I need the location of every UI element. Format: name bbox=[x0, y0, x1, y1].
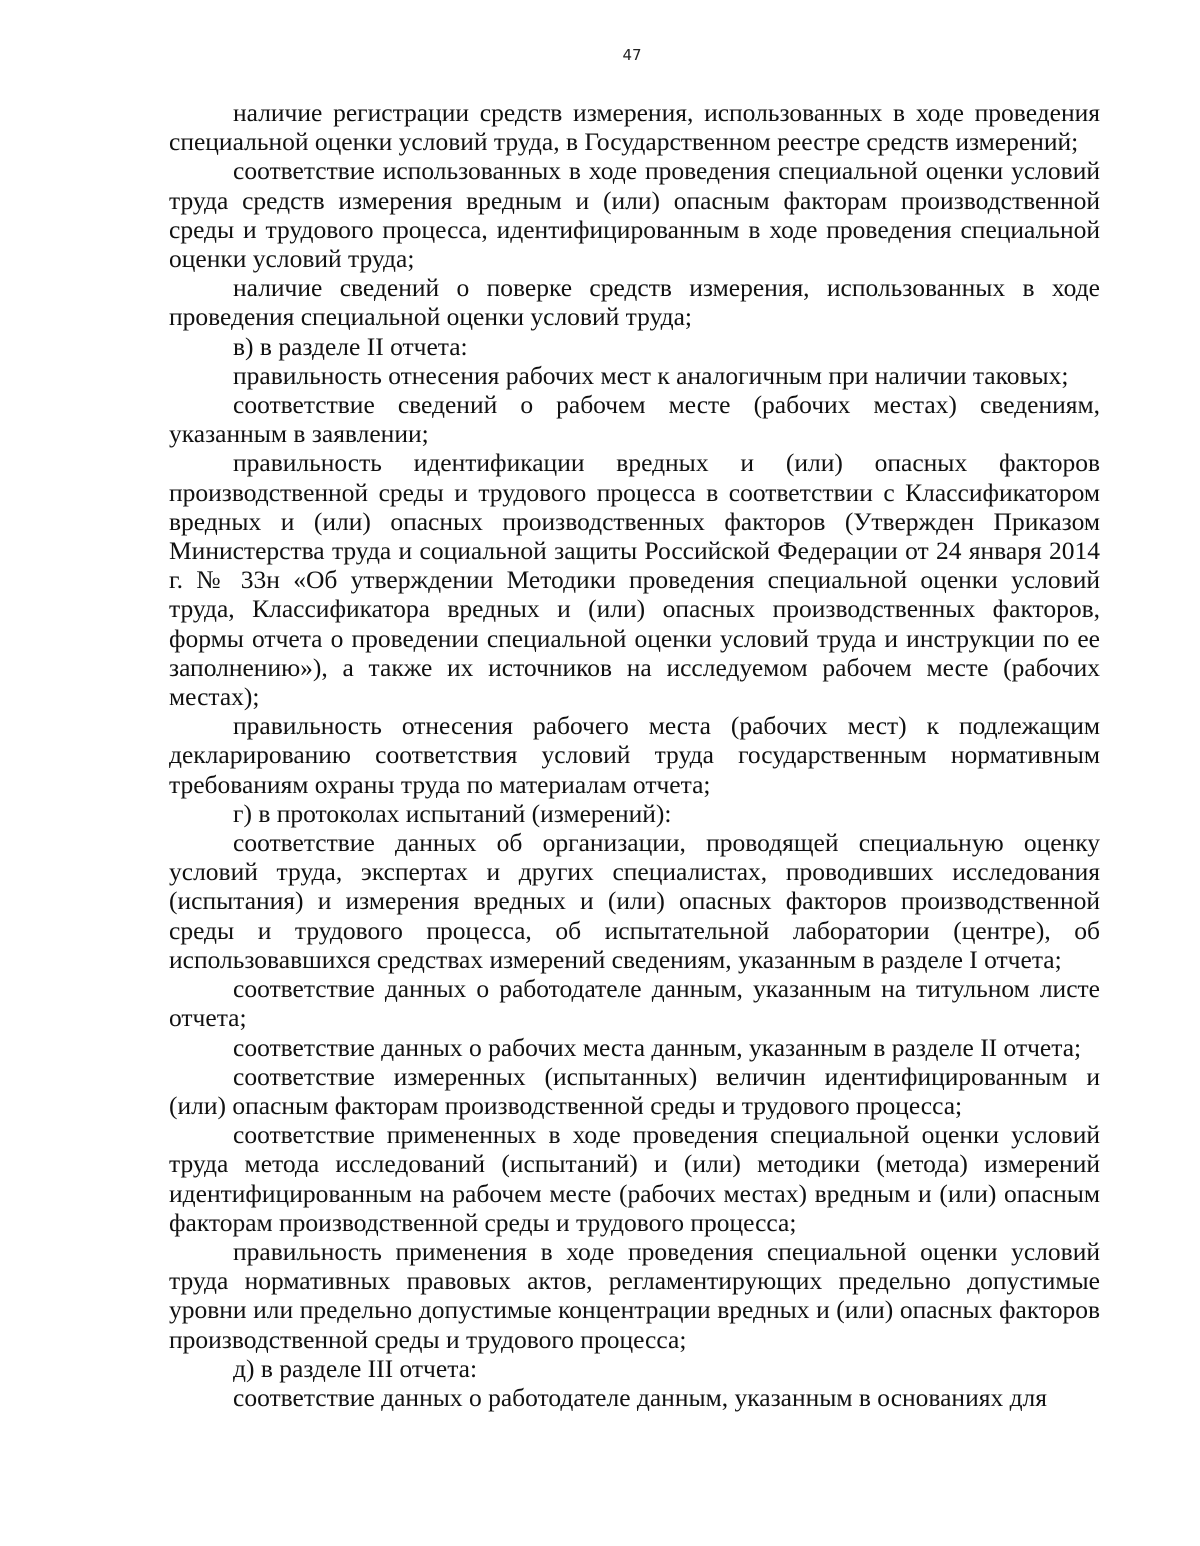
paragraph: соответствие измеренных (испытанных) величин идентифицированным и (или) опасным факторам производственной среды и трудового процесса; bbox=[169, 1061, 1100, 1120]
paragraph: соответствие использованных в ходе проведения специальной оценки условий труда средств измерения вредным и (или) опасным факторам производственной среды и трудового процесса, идентифицированным в ходе проведения специальной оценки условий труда; bbox=[169, 156, 1100, 274]
paragraph: соответствие данных о рабочих места данным, указанным в разделе II отчета; bbox=[233, 1032, 1082, 1062]
paragraph: наличие сведений о поверке средств измерения, использованных в ходе проведения специальной оценки условий труда; bbox=[169, 273, 1100, 332]
paragraph: д) в разделе III отчета: bbox=[233, 1353, 478, 1383]
document-body bbox=[169, 98, 1100, 1412]
paragraph: соответствие сведений о рабочем месте (рабочих местах) сведениям, указанным в заявлении; bbox=[169, 390, 1100, 449]
paragraph: соответствие данных об организации, проводящей специальную оценку условий труда, экспертах и других специалистах, проводивших исследования (испытания) и измерения вредных и (или) опасных факторов производственной среды и трудового процесса, об испытательной лаборатории (центре), об использовавшихся средствах измерений сведениям, указанным в разделе I отчета; bbox=[169, 828, 1100, 974]
paragraph: г) в протоколах испытаний (измерений): bbox=[233, 798, 672, 828]
page-number: 47 bbox=[622, 46, 642, 64]
paragraph: соответствие данных о работодателе данным, указанным в основаниях для bbox=[233, 1382, 1048, 1412]
paragraph: наличие регистрации средств измерения, использованных в ходе проведения специальной оценки условий труда, в Государственном реестре средств измерений; bbox=[169, 98, 1100, 157]
paragraph: правильность применения в ходе проведения специальной оценки условий труда нормативных правовых актов, регламентирующих предельно допустимые уровни или предельно допустимые концентрации вредных и (или) опасных факторов производственной среды и трудового процесса; bbox=[169, 1236, 1100, 1354]
paragraph: соответствие примененных в ходе проведения специальной оценки условий труда метода исследований (испытаний) и (или) методики (метода) измерений идентифицированным на рабочем месте (рабочих местах) вредным и (или) опасным факторам производственной среды и трудового процесса; bbox=[169, 1120, 1100, 1237]
paragraph: правильность отнесения рабочих мест к аналогичным при наличии таковых; bbox=[233, 360, 1069, 390]
paragraph: правильность идентификации вредных и (или) опасных факторов производственной среды и трудового процесса в соответствии с Классификатором вредных и (или) опасных производственных факторов (Утвержден Приказом Министерства труда и социальной защиты Российской Федерации от 24 января 2014 г. № 33н «Об утверждении Методики проведения специальной оценки условий труда, Классификатора вредных и (или) опасных производственных факторов, формы отчета о проведении специальной оценки условий труда и инструкции по ее заполнению»), а также их источников на исследуемом рабочем месте (рабочих местах); bbox=[169, 448, 1100, 712]
paragraph: правильность отнесения рабочего места (рабочих мест) к подлежащим декларированию соответствия условий труда государственным нормативным требованиям охраны труда по материалам отчета; bbox=[169, 711, 1100, 799]
paragraph: в) в разделе II отчета: bbox=[233, 331, 468, 361]
paragraph: соответствие данных о работодателе данным, указанным на титульном листе отчета; bbox=[169, 974, 1100, 1033]
